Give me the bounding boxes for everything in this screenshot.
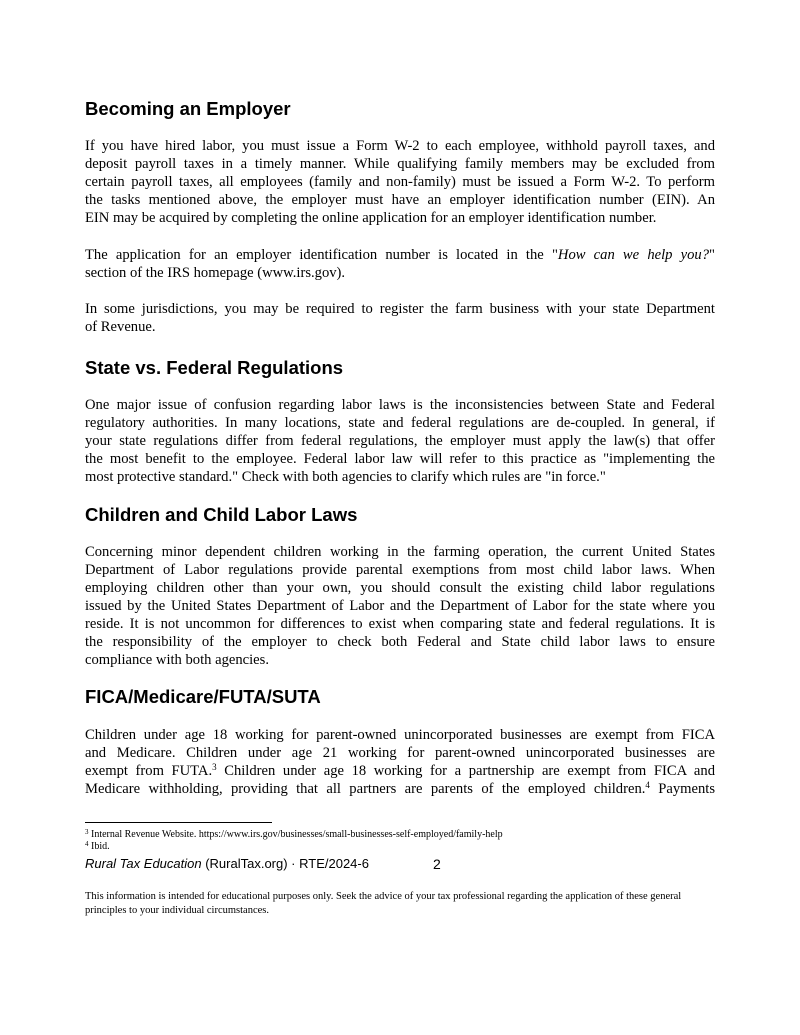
footer-publication [85, 856, 369, 872]
text-line: issued by the United States Department of Labor and the Department of Labor for the state where you [85, 598, 715, 614]
text-run: The application for an employer identification number is located in the " [85, 247, 558, 263]
text-line: most protective standard." Check with both agencies to clarify which rules are "in force." [85, 469, 606, 485]
paragraph-state-registration [85, 300, 715, 336]
text-line [85, 780, 715, 798]
text-run: exempt from FUTA. [85, 763, 213, 779]
text-line: employing children other than your own, you should consult the existing child labor regulations [85, 580, 715, 596]
footnote-text: Ibid. [88, 841, 110, 852]
footnote-text: Internal Revenue Website. https://www.irs.gov/businesses/small-businesses-self-employed/family-help [88, 829, 503, 840]
paragraph-fica [85, 726, 715, 798]
section-heading-fica: FICA/Medicare/FUTA/SUTA [85, 686, 321, 707]
text-line: your state regulations differ from federal regulations, the employer must apply the law(s) that offer [85, 433, 715, 449]
text-line: Department of Labor regulations provide parental exemptions from most child labor laws. When [85, 562, 715, 578]
footnote-divider [85, 822, 272, 823]
text-line: the tasks mentioned above, the employer must have an employer identification number (EIN). An [85, 192, 715, 208]
footnote-ref-3[interactable]: 3 [212, 762, 217, 772]
disclaimer-text: This information is intended for educational purposes only. Seek the advice of your tax professional regarding the application of these general principles to your individual circumstances. [85, 891, 682, 916]
footnote-number: 4 [85, 840, 89, 848]
text-line: of Revenue. [85, 319, 156, 335]
text-line: EIN may be acquired by completing the online application for an employer identification number. [85, 210, 657, 226]
text-line: compliance with both agencies. [85, 652, 269, 668]
text-line: certain payroll taxes, all employees (family and non-family) must be issued a Form W-2. To perform [85, 174, 715, 190]
footnote-4 [85, 841, 110, 853]
text-line: In some jurisdictions, you may be required to register the farm business with your state Department [85, 301, 715, 317]
text-line: section of the IRS homepage (www.irs.gov). [85, 265, 346, 281]
section-heading-state-federal: State vs. Federal Regulations [85, 357, 344, 378]
text-run: Children under age 18 working for a partnership are exempt from FICA and [216, 763, 716, 779]
footnote-number: 3 [85, 828, 89, 836]
text-line: the responsibility of the employer to check both Federal and State child labor laws to ensure [85, 634, 715, 650]
footer-org-name: Rural Tax Education [85, 856, 202, 871]
text-line [85, 246, 715, 264]
text-line: and Medicare. Children under age 21 working for parent-owned unincorporated businesses are [85, 745, 715, 761]
text-line: If you have hired labor, you must issue a Form W-2 to each employee, withhold payroll taxes, and [85, 138, 715, 154]
paragraph-state-federal [85, 396, 715, 486]
page-number: 2 [433, 856, 441, 872]
text-line: the most benefit to the employee. Federal labor law will refer to this practice as "implementing the [85, 451, 715, 467]
paragraph-child-labor [85, 543, 715, 669]
section-heading-child-labor: Children and Child Labor Laws [85, 504, 358, 525]
text-line: deposit payroll taxes in a timely manner. While qualifying family members may be excluded from [85, 156, 715, 172]
paragraph-ein-application [85, 246, 715, 282]
italic-phrase: How can we help you? [557, 247, 710, 263]
footnote-ref-4[interactable]: 4 [645, 780, 650, 790]
text-line: Concerning minor dependent children working in the farming operation, the current United States [85, 544, 715, 560]
paragraph-employer-intro [85, 137, 715, 227]
footer-org-details: (RuralTax.org) · RTE/2024-6 [201, 856, 369, 871]
text-line [85, 762, 715, 780]
footnote-3 [85, 829, 503, 841]
text-run: " [709, 247, 715, 263]
text-line: regulatory authorities. In many locations, state and federal regulations are de-coupled. In general, if [85, 415, 715, 431]
text-run: Payments [649, 781, 715, 797]
section-heading-becoming-employer: Becoming an Employer [85, 98, 291, 119]
text-run: Medicare withholding, providing that all partners are parents of the employed children. [85, 781, 646, 797]
text-line: Children under age 18 working for parent-owned unincorporated businesses are exempt from FICA [85, 727, 715, 743]
text-line: reside. It is not uncommon for differences to exist when comparing state and federal regulations. It is [85, 616, 715, 632]
text-line: One major issue of confusion regarding labor laws is the inconsistencies between State and Federal [85, 397, 715, 413]
